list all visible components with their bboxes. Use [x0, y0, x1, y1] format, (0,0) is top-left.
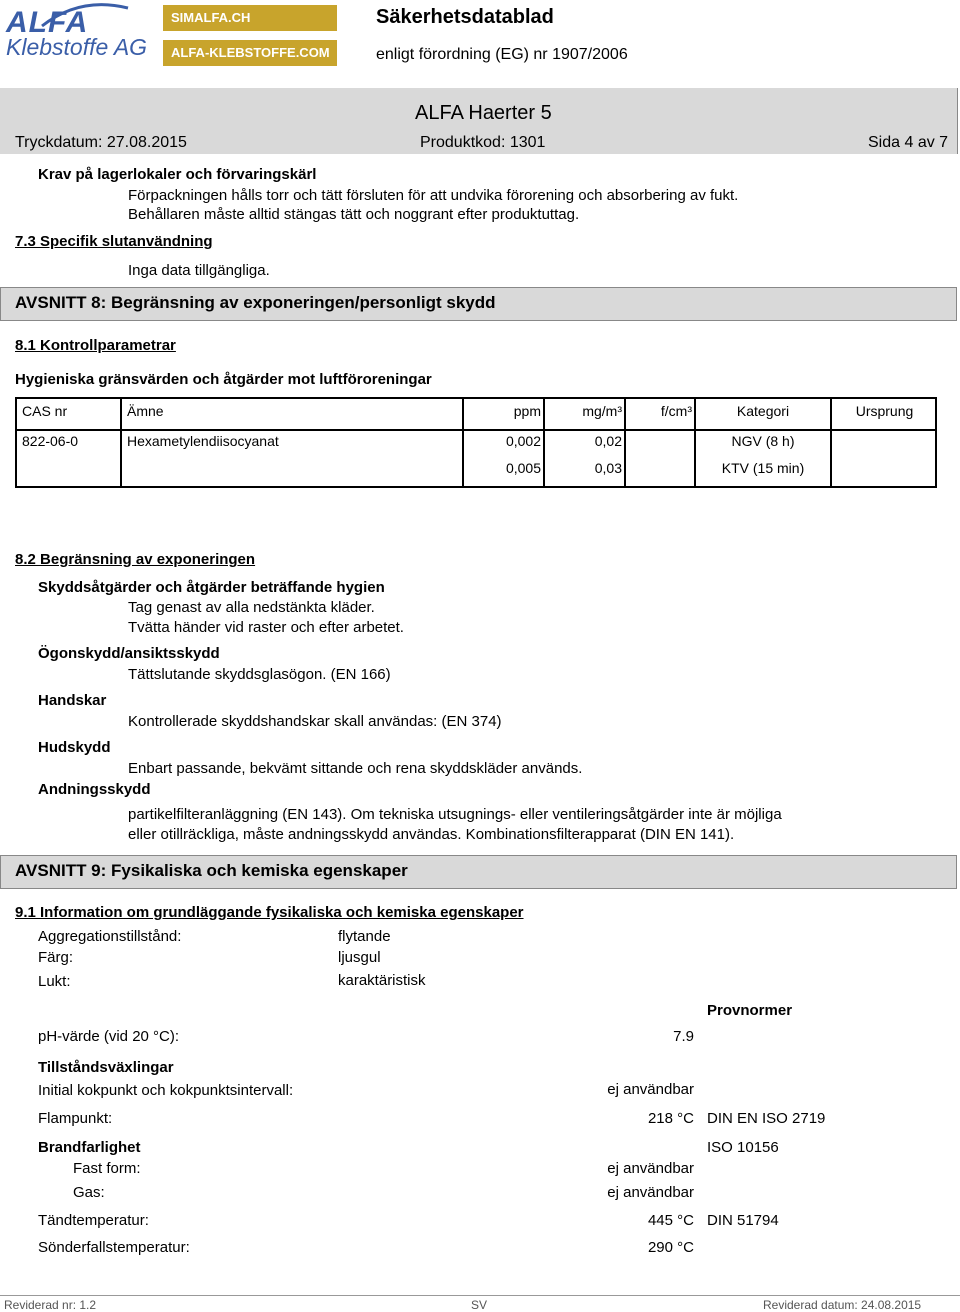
gas-value: ej användbar [607, 1184, 694, 1201]
respiratory-line-1: partikelfilteranläggning (EN 143). Om tekniska utsugnings- eller ventileringsåtgärder inte är möjliga [128, 806, 782, 823]
flash-label: Flampunkt: [38, 1110, 113, 1127]
table-cell-ppm: 0,005 [505, 460, 541, 476]
decomposition-label: Sönderfallstemperatur: [38, 1239, 190, 1256]
ph-label: pH-värde (vid 20 °C): [38, 1028, 180, 1045]
gas-label: Gas: [73, 1184, 105, 1201]
hygiene-line-1: Tag genast av alla nedstänkta kläder. [128, 599, 375, 616]
skin-protection-heading: Hudskydd [38, 739, 111, 756]
flammability-heading: Brandfarlighet [38, 1139, 141, 1156]
table-header-ppm: ppm [513, 403, 541, 419]
company-logo [4, 2, 150, 64]
regulation: enligt förordning (EG) nr 1907/2006 [376, 46, 628, 63]
logo-main: ALFA [6, 6, 89, 39]
ignition-value: 445 °C [647, 1212, 694, 1229]
color-label: Färg: [38, 949, 74, 966]
solid-value: ej användbar [607, 1160, 694, 1177]
table-cell-category: NGV (8 h) [731, 433, 795, 449]
section-7-3-text: Inga data tillgängliga. [128, 262, 270, 279]
section-8-1-heading: 8.1 Kontrollparametrar [15, 337, 176, 354]
flash-value: 218 °C [647, 1110, 694, 1127]
storage-line-1: Förpackningen hålls torr och tätt försluten för att undvika förorening och absorbering av fukt. [128, 187, 739, 204]
col-divider [120, 397, 122, 488]
table-cell-cas: 822-06-0 [22, 433, 79, 449]
decomposition-value: 290 °C [647, 1239, 694, 1256]
footer-language: SV [471, 1298, 488, 1312]
table-cell-substance: Hexametylendiisocyanat [127, 433, 279, 449]
doc-title: Säkerhetsdatablad [376, 6, 554, 28]
gloves-text: Kontrollerade skyddshandskar skall användas: (EN 374) [128, 713, 502, 730]
eye-protection-text: Tättslutande skyddsglasögon. (EN 166) [128, 666, 391, 683]
storage-line-2: Behållaren måste alltid stängas tätt och noggrant efter produktuttag. [128, 206, 580, 223]
product-code: Produktkod: 1301 [420, 134, 546, 151]
section-9-1-heading: 9.1 Information om grundläggande fysikaliska och kemiska egenskaper [15, 904, 524, 921]
table-cell-mgm3: 0,03 [594, 460, 622, 476]
ph-value: 7.9 [673, 1028, 694, 1045]
respiratory-heading: Andningsskydd [38, 781, 151, 798]
table-header-category: Kategori [736, 403, 790, 419]
table-cell-category: KTV (15 min) [721, 460, 805, 476]
footer-divider [0, 1295, 960, 1296]
section-9-title: AVSNITT 9: Fysikaliska och kemiska egenskaper [15, 861, 408, 880]
table-header-divider [15, 429, 937, 431]
storage-heading: Krav på lagerlokaler och förvaringskärl [38, 166, 317, 183]
eye-protection-heading: Ögonskydd/ansiktsskydd [38, 645, 220, 662]
table-header-fcm3: f/cm³ [660, 403, 692, 419]
section-8-title: AVSNITT 8: Begränsning av exponeringen/personligt skydd [15, 293, 496, 312]
table-header-cas: CAS nr [22, 403, 68, 419]
respiratory-line-2: eller otillräckliga, måste andningsskydd användas. Kombinationsfilterapparat (DIN EN 141). [128, 826, 735, 843]
state-changes-heading: Tillståndsväxlingar [38, 1059, 174, 1076]
hygiene-heading: Skyddsåtgärder och åtgärder beträffande hygien [38, 579, 385, 596]
table-header-origin: Ursprung [855, 403, 914, 419]
boiling-value: ej användbar [607, 1081, 694, 1098]
flammability-norm: ISO 10156 [707, 1139, 779, 1156]
limits-heading: Hygieniska gränsvärden och åtgärder mot luftföroreningar [15, 371, 432, 388]
section-7-3-heading: 7.3 Specifik slutanvändning [15, 233, 213, 250]
footer-revised-date: Reviderad datum: 24.08.2015 [763, 1298, 922, 1312]
flash-norm: DIN EN ISO 2719 [707, 1110, 826, 1127]
test-norms-heading: Provnormer [707, 1002, 793, 1019]
link-alfa-klebstoffe[interactable]: ALFA-KLEBSTOFFE.COM [163, 40, 337, 66]
hygiene-line-2: Tvätta händer vid raster och efter arbetet. [128, 619, 404, 636]
table-header-substance: Ämne [127, 403, 164, 419]
odor-label: Lukt: [38, 973, 71, 990]
solid-label: Fast form: [73, 1160, 141, 1177]
table-cell-ppm: 0,002 [505, 433, 541, 449]
gloves-heading: Handskar [38, 692, 107, 709]
ignition-norm: DIN 51794 [707, 1212, 779, 1229]
color-value: ljusgul [338, 949, 381, 966]
skin-protection-text: Enbart passande, bekvämt sittande och rena skyddskläder används. [128, 760, 583, 777]
link-simalfa[interactable]: SIMALFA.CH [163, 5, 337, 31]
state-value: flytande [338, 928, 391, 945]
page-number: Sida 4 av 7 [868, 134, 949, 151]
table-cell-mgm3: 0,02 [594, 433, 622, 449]
product-name: ALFA Haerter 5 [415, 102, 552, 124]
ignition-label: Tändtemperatur: [38, 1212, 149, 1229]
boiling-label: Initial kokpunkt och kokpunktsintervall: [38, 1082, 294, 1099]
odor-value: karaktäristisk [338, 972, 426, 989]
print-date: Tryckdatum: 27.08.2015 [15, 134, 187, 151]
footer-revision: Reviderad nr: 1.2 [4, 1298, 97, 1312]
state-label: Aggregationstillstånd: [38, 928, 182, 945]
logo-sub: Klebstoffe AG [6, 34, 148, 60]
section-8-2-heading: 8.2 Begränsning av exponeringen [15, 551, 256, 568]
table-header-mgm3: mg/m³ [582, 403, 622, 419]
